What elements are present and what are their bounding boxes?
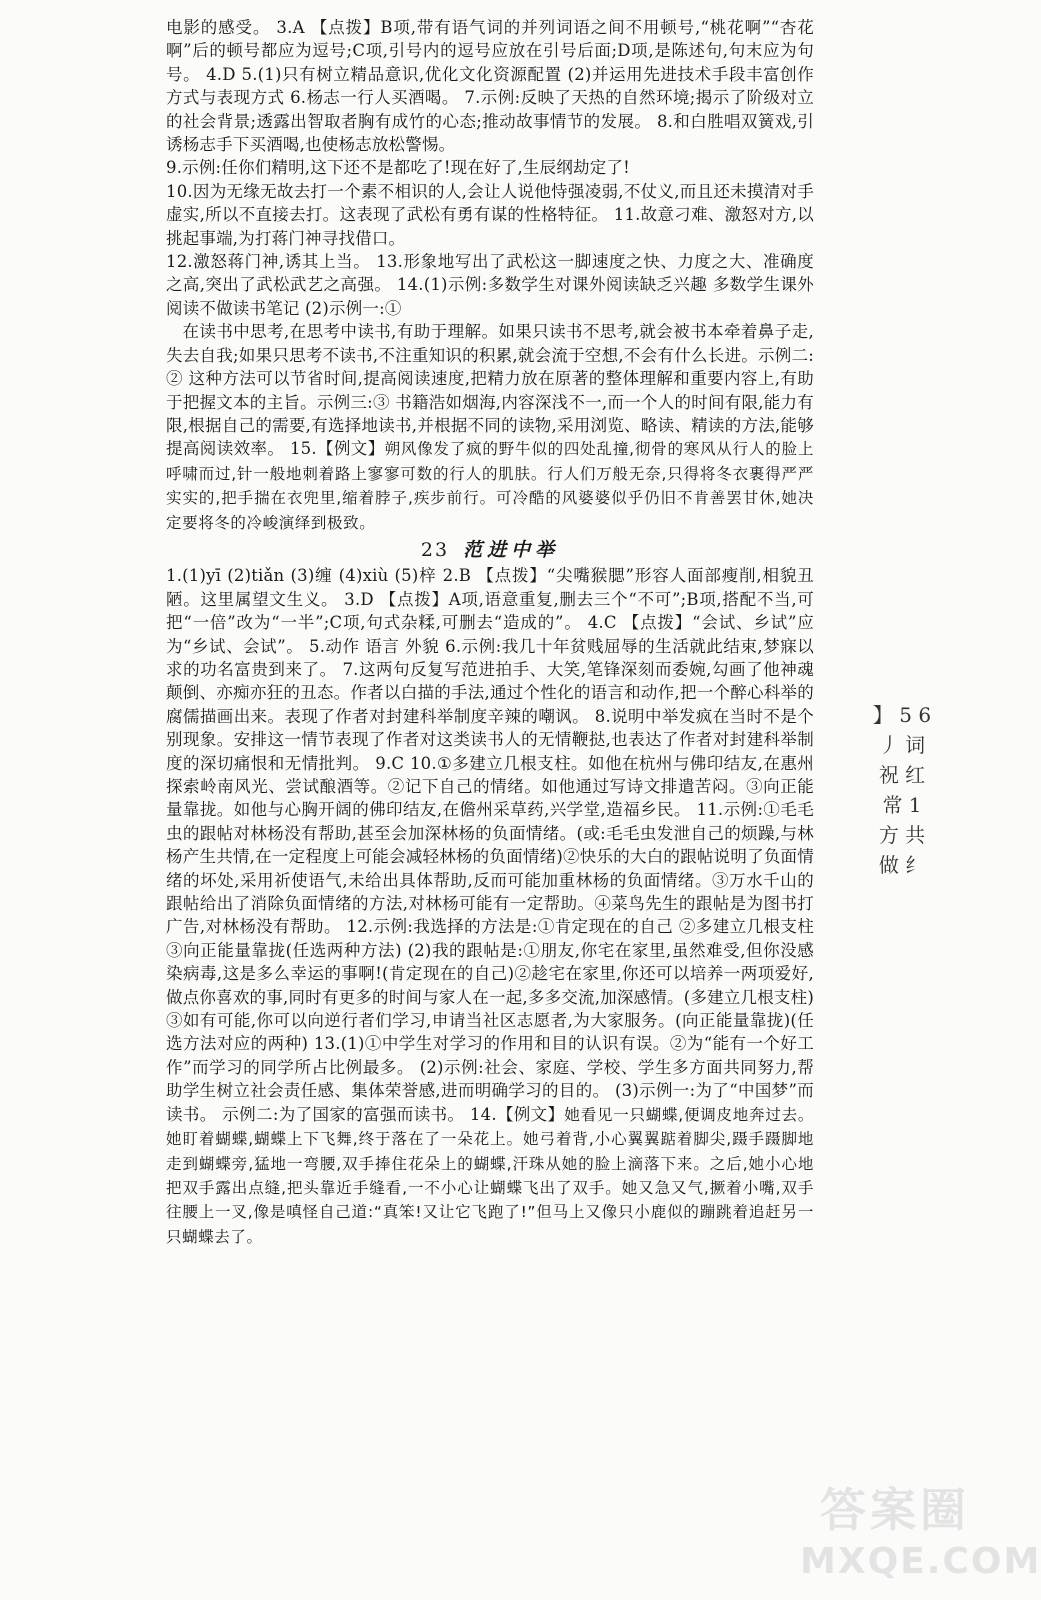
watermark: [800, 1480, 1041, 1595]
answer-paragraph: 电影的感受。 3.A 【点拨】B项,带有语气词的并列词语之间不用顿号,“桃花啊”“杏花啊”后的顿号都应为逗号;C项,引号内的逗号应放在引号后面;D项,是陈述句,句末应为句号。 4.D 5.(1)只有树立精品意识,优化文化资源配置 (2)并运用先进技术手段丰富创作方式与表现方式 6.杨志一行人买酒喝。 7.示例:反映了天热的自然环境;揭示了阶级对立的社会背景;透露出智取者胸有成竹的心态;推动故事情节的发展。 8.和白胜唱双簧戏,引诱杨志手下买酒喝,也使杨志放松警惕。: [166, 18, 814, 155]
example-essay: 朔风像发了疯的野牛似的四处乱撞,彻骨的寒风从行人的脸上呼啸而过,针一般地刺着路上寥寥可数的行人的肌肤。行人们万般无奈,只得将冬衣裹得严严实实的,把手揣在衣兜里,缩着脖子,疾步前行。可冷酷的风婆婆似乎仍旧不肯善罢甘休,她决定要将冬的冷峻演绎到极致。: [166, 440, 814, 532]
answer-paragraph: [166, 564, 814, 1249]
answer-paragraph: 12.激怒蒋门神,诱其上当。 13.形象地写出了武松这一脚速度之快、力度之大、准确度之高,突出了武松武艺之高强。 14.(1)示例:多数学生对课外阅读缺乏兴趣 多数学生课外阅读不做读书笔记 (2)示例一:①: [166, 252, 814, 318]
section-name: 范进中举: [463, 538, 560, 561]
answer-paragraph: [166, 320, 814, 535]
section-number: 23: [420, 538, 450, 561]
watermark-logo: 答案圈: [820, 1483, 970, 1537]
answer-paragraph: 9.示例:任你们精明,这下还不是都吃了!现在好了,生辰纲劫定了!: [166, 158, 630, 178]
section-title: [166, 539, 814, 562]
watermark-url: MXQE.COM: [800, 1541, 1041, 1582]
answer-page: [166, 16, 814, 1249]
answer-text: 在读书中思考,在思考中读书,有助于理解。如果只读书不思考,就会被书本牵着鼻子走,失去自我;如果只思考不读书,不注重知识的积累,就会流于空想,不会有什么长进。示例二:② 这种方法可以节省时间,提高阅读速度,把精力放在原著的整体理解和重要内容上,有助于把握文本的主旨。示例三:③ 书籍浩如烟海,内容深浅不一,而一个人的时间有限,能力有限,根据自己的需要,有选择地读书,并根据不同的读物,采用浏览、略读、精读的方法,能够提高阅读效率。 15.【例文】: [166, 322, 814, 459]
answer-text: 1.(1)yī (2)tiǎn (3)缠 (4)xiù (5)梓 2.B 【点拨】“尖嘴猴腮”形容人面部瘦削,相貌丑陋。这里属望文生义。 3.D 【点拨】A项,语意重复,删去三个“不可”;B项,搭配不当,可把“一倍”改为“一半”;C项,句式杂糅,可删去“造成的”。 4.C 【点拨】“会试、乡试”应为“乡试、会试”。 5.动作 语言 外貌 6.示例:我几十年贫贱屈辱的生活就此结束,梦寐以求的功名富贵到来了。 7.这两句反复写范进拍手、大笑,笔锋深刻而委婉,勾画了他神魂颠倒、亦痴亦狂的丑态。作者以白描的手法,通过个性化的语言和动作,把一个醉心科举的腐儒描画出来。表现了作者对封建科举制度辛辣的嘲讽。 8.说明中举发疯在当时不是个别现象。安排这一情节表现了作者对这类读书人的无情鞭挞,也表达了作者对封建科举制度的深切痛恨和无情批判。 9.C 10.①多建立几根支柱。如他在杭州与佛印结友,在惠州探索岭南风光、尝试酿酒等。②记下自己的情绪。如他通过写诗文排遣苦闷。③向正能量靠拢。如他与心胸开阔的佛印结友,在儋州采草药,兴学堂,造福乡民。 11.示例:①毛毛虫的跟帖对林杨没有帮助,甚至会加深林杨的负面情绪。(或:毛毛虫发泄自己的烦躁,与林杨产生共情,在一定程度上可能会减轻林杨的负面情绪)②快乐的大白的跟帖说明了负面情绪的坏处,采用祈使语气,未给出具体帮助,反而可能加重林杨的负面情绪。③万水千山的跟帖给出了消除负面情绪的方法,对林杨可能有一定帮助。④菜鸟先生的跟帖是为图书打广告,对林杨没有帮助。 12.示例:我选择的方法是:①肯定现在的自己 ②多建立几根支柱 ③向正能量靠拢(任选两种方法) (2)我的跟帖是:①朋友,你宅在家里,虽然难受,但你没感染病毒,这是多么幸运的事啊!(肯定现在的自己)②趁宅在家里,你还可以培养一两项爱好,做点你喜欢的事,同时有更多的时间与家人在一起,多多交流,加深感情。(多建立几根支柱)③如有可能,你可以向逆行者们学习,申请当社区志愿者,为大家服务。(向正能量靠拢)(任选方法对应的两种) 13.(1)①中学生对学习的作用和目的认识有误。②为“能有一个好工作”而学习的同学所占比例最多。 (2)示例:社会、家庭、学校、学生多方面共同努力,帮助学生树立社会责任感、集体荣誉感,进而明确学习的目的。 (3)示例一:为了“中国梦”而读书。 示例二:为了国家的富强而读书。 14.【例文】: [166, 566, 814, 1124]
answer-paragraph: 10.因为无缘无故去打一个素不相识的人,会让人说他恃强凌弱,不仗义,而且还未摸清对手虚实,所以不直接去打。这表现了武松有勇有谋的性格特征。 11.故意刁难、激怒对方,以挑起事端,为打蒋门神寻找借口。: [166, 181, 814, 248]
example-essay: 她看见一只蝴蝶,便调皮地奔过去。她盯着蝴蝶,蝴蝶上下飞舞,终于落在了一朵花上。她弓着背,小心翼翼踮着脚尖,蹑手蹑脚地走到蝴蝶旁,猛地一弯腰,双手捧住花朵上的蝴蝶,汗珠从她的脸上滴落下来。之后,她小心地把双手露出点缝,把头靠近手缝看,一不小心让蝴蝶飞出了双手。她又急又气,撅着小嘴,双手往腰上一叉,像是嗔怪自己道:“真笨!又让它飞跑了!”但马上又像只小鹿似的蹦跳着追赶另一只蝴蝶去了。: [166, 1105, 814, 1246]
adjacent-page-edge-text: 】 5 6 丿 词 祝 红 常 1 方 共 做 纟: [872, 703, 932, 877]
